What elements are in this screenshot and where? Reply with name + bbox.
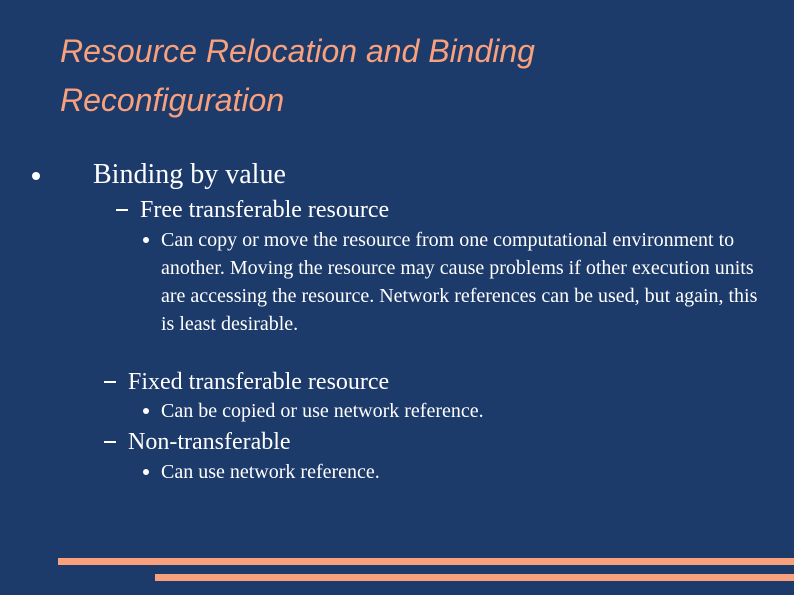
dash-icon <box>116 209 128 211</box>
detail-text: Can be copied or use network reference. <box>161 400 484 422</box>
dash-icon <box>104 381 116 383</box>
accent-bar-top <box>58 558 794 565</box>
dash-icon <box>104 441 116 443</box>
bullet-dot-icon <box>143 408 149 414</box>
bullet-dot-icon <box>143 469 149 475</box>
sub-bullet-label: Free transferable resource <box>140 197 390 223</box>
bullet-dot-icon <box>32 172 40 180</box>
sub-bullet-label: Fixed transferable resource <box>128 369 390 395</box>
detail-text: Can use network reference. <box>161 461 380 483</box>
detail-text: Can copy or move the resource from one computational environment to another. Moving the resource may cause problems if other execution units are accessing the resource. Network references can be used, but again, this is least desirable. <box>161 229 758 335</box>
bullet-dot-icon <box>143 237 149 243</box>
slide-title: Resource Relocation and Binding Reconfiguration <box>60 33 535 118</box>
bullet-label: Binding by value <box>93 159 286 190</box>
sub-bullet-label: Non-transferable <box>128 429 291 455</box>
accent-bar-bottom <box>155 574 794 581</box>
